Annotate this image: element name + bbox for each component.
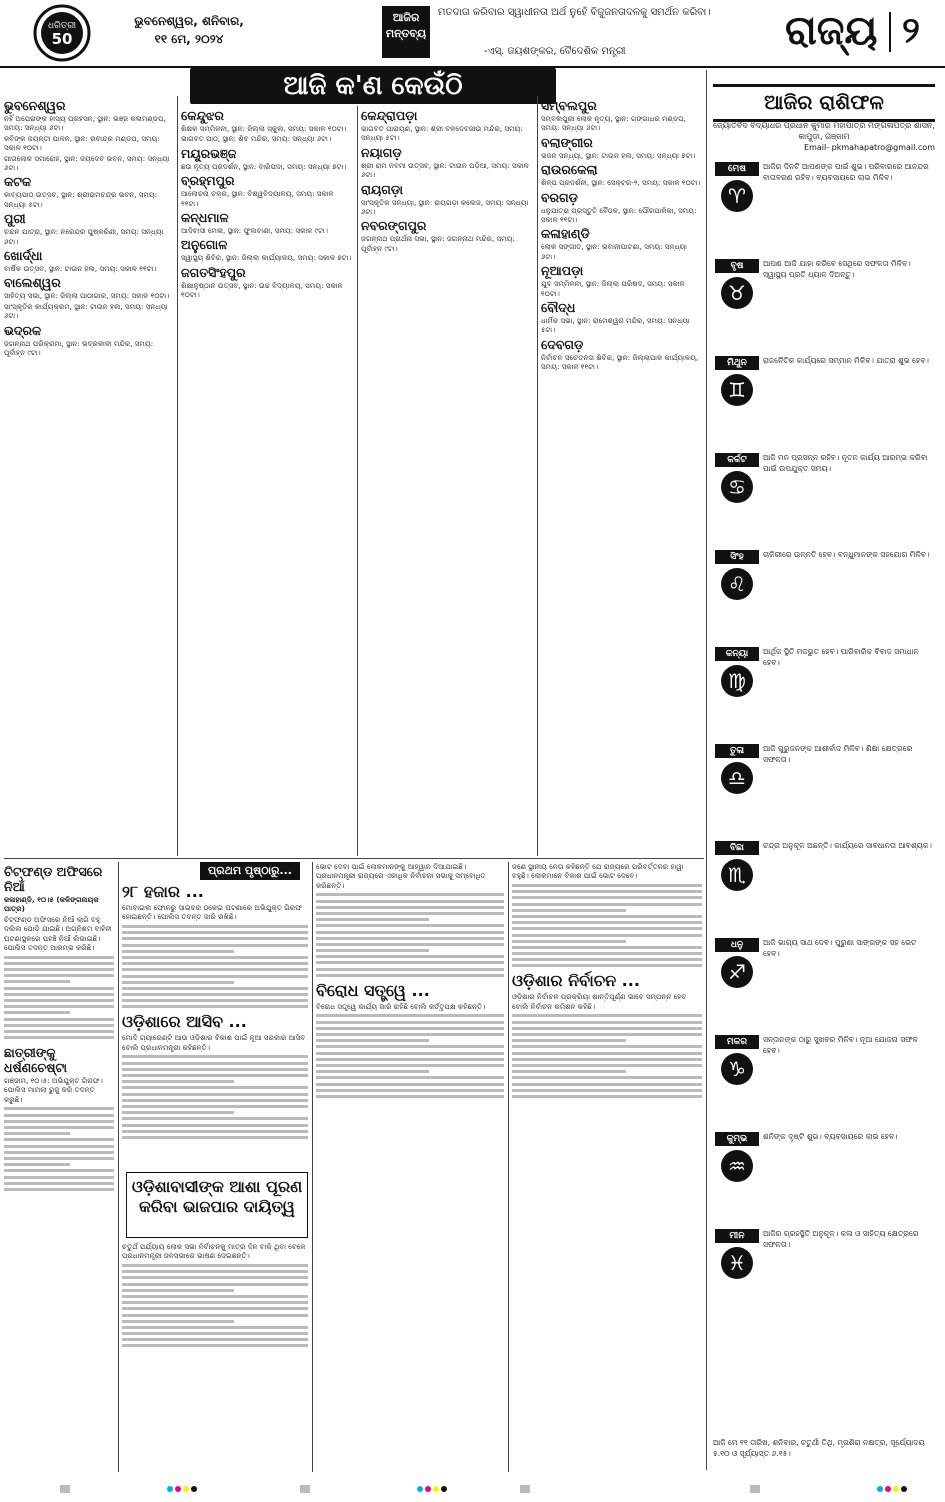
zodiac-sign-icon: ♍	[721, 665, 753, 697]
svg-text:50: 50	[51, 30, 73, 48]
newspaper-logo	[30, 4, 94, 62]
story-body-odisha: ମୋଦି ଗ୍ୟାରେଣ୍ଟି ଆଉ ଓଡ଼ିଶାର ବିକାଶ ପାଇଁ ନୂଆ ସରକାର ଆସିବ ବୋଲି ପ୍ରଧାନମନ୍ତ୍ରୀ କହିଛନ୍ତି।	[122, 1033, 306, 1052]
lower-divider	[4, 858, 704, 859]
zodiac-sign-icon: ♋	[721, 471, 753, 503]
district-heading: ନୟାଗଡ଼	[361, 144, 402, 160]
story-body-2-cont	[4, 1107, 114, 1190]
column-divider	[118, 862, 119, 1472]
events-banner-title: ଆଜି କ'ଣ କେଉଁଠି	[190, 68, 556, 104]
zodiac-sign-name: କୁମ୍ଭ	[715, 1132, 759, 1146]
horoscope-divider	[706, 70, 707, 1470]
zodiac-sign-name: ମକର	[715, 1035, 759, 1049]
events-column-1	[4, 96, 174, 856]
zodiac-prediction: ଆଜି ଭାଗ୍ୟ ସାଥ ଦେବ। ପୁରୁଣା ସାଙ୍ଗଙ୍କ ସହ ଭେଟ ହେବ।	[763, 938, 917, 958]
date-line-1: ଭୁବନେଶ୍ୱର, ଶନିବାର,	[134, 14, 244, 28]
event-item: ଆଲୋଚନା ଚକ୍ର, ସ୍ଥାନ: ବିଶ୍ୱବିଦ୍ୟାଳୟ, ସମୟ: ସକାଳ ୧୧ଟା।	[181, 189, 334, 208]
right2-body: ଓଡ଼ିଶାର ନିର୍ବାଚନ ପ୍ରକ୍ରିୟା ଶାନ୍ତିପୂର୍ଣ୍ଣ ଭାବେ ସମ୍ପନ୍ନ ହେବ ବୋଲି ନିର୍ବାଚନ କମିଶନ କହିଛି।	[512, 992, 687, 1011]
event-item: ଭାଗବତ ପାଠ, ସ୍ଥାନ: ଶିବ ମନ୍ଦିର, ସମୟ: ସନ୍ଧ୍ୟା ୬ଟା।	[181, 134, 332, 144]
story-title-virodh: ବିରୋଧ ସତ୍ତ୍ୱେ ...	[316, 980, 430, 1000]
district-heading: କେନ୍ଦ୍ରାପଡ଼ା	[361, 108, 418, 123]
continued-label: ପ୍ରଥମ ପୃଷ୍ଠାରୁ...	[200, 862, 300, 880]
horoscope-row	[713, 1130, 935, 1225]
zodiac-sign-name: ସିଂହ	[715, 550, 759, 564]
event-item: କାବ୍ୟପାଠ ଉତ୍ସବ, ସ୍ଥାନ: ଶ୍ରୀରାମଚନ୍ଦ୍ର ଭବନ, ସମୟ: ସନ୍ଧ୍ୟା ୫ଟା।	[4, 190, 158, 209]
zodiac-prediction: ଆର୍ଥିକ ସ୍ଥିତି ମଜଭୁତ ହେବ। ପାରିବାରିକ ବିବାଦ ସମାଧାନ ହେବ।	[763, 647, 919, 667]
zodiac-sign-name: ବୃଷ	[715, 259, 759, 273]
event-item: ବାର୍ଷିକ ଉତ୍ସବ, ସ୍ଥାନ: ଟାଉନ ହଲ, ସମୟ: ସକାଳ ୧୧ଟା।	[4, 264, 157, 274]
district-heading: ରାୟଗଡ଼ା	[361, 181, 403, 197]
district-heading: ଖୋର୍ଦ୍ଧା	[4, 248, 43, 264]
events-column-2	[181, 106, 353, 856]
lower-column-4	[512, 862, 702, 1472]
svg-text:ଧରିତ୍ରୀ: ଧରିତ୍ରୀ	[47, 21, 77, 31]
boxed-story-title: ଓଡ଼ିଶାବାସୀଙ୍କ ଆଶା ପୂରଣ କରିବା ଭାଜପାର ଦାୟିତ୍ୱ	[126, 1172, 308, 1238]
masthead-date	[104, 12, 274, 48]
zodiac-prediction: ଚାକିରୀରେ ଉନ୍ନତି ହେବ। ବନ୍ଧୁମାନଙ୍କ ସହଯୋଗ ମିଳିବ।	[763, 550, 930, 559]
events-column-3	[361, 106, 533, 856]
zodiac-sign-icon: ♌	[721, 568, 753, 600]
event-item: ସାଂସ୍କୃତିକ କାର୍ଯ୍ୟକ୍ରମ, ସ୍ଥାନ: ଟାଉନ ହଲ, ସମୟ: ସନ୍ଧ୍ୟା ୬ଟା।	[4, 301, 168, 321]
event-item: ଧାର୍ମିକ ସଭା, ସ୍ଥାନ: ରାମେଶ୍ୱର ମନ୍ଦିର, ସମୟ: ସନ୍ଧ୍ୟା ୫ଟା।	[541, 316, 690, 335]
district-heading: କଟକ	[4, 174, 32, 190]
horoscope-astrologer	[713, 120, 935, 153]
event-item: ଯୁବ ସମ୍ମିଳନୀ, ସ୍ଥାନ: ଜିଲ୍ଲା ପରିଷଦ, ସମୟ: ସକାଳ ୧୦ଟା।	[541, 279, 685, 298]
zodiac-sign-name: କନ୍ୟା	[715, 647, 759, 661]
quote-author: -ଏସ୍. ଜୟଶଙ୍କର, ବୈଦେଶିକ ମନ୍ତ୍ରୀ	[484, 46, 626, 57]
horoscope-row	[713, 257, 935, 352]
horoscope-row	[713, 936, 935, 1031]
column-divider	[177, 96, 178, 856]
district-heading: ମୟୂରଭଞ୍ଜ	[181, 145, 237, 161]
horoscope-row	[713, 160, 935, 255]
horoscope-row	[713, 839, 935, 934]
event-item: ଧନୁଯାତ୍ରା ପ୍ରସ୍ତୁତି ବୈଠକ, ସ୍ଥାନ: ପୌରପାଳିକା, ସମୟ: ସକାଳ ୧୧ଟା।	[541, 205, 697, 225]
zodiac-sign-icon: ♑	[721, 1053, 753, 1085]
zodiac-sign-icon: ♓	[721, 1247, 753, 1279]
boxed-body-cont	[122, 1264, 308, 1347]
district-heading: ଭୁବନେଶ୍ୱର	[4, 98, 66, 113]
zodiac-sign-name: ମିଥୁନ	[715, 356, 759, 370]
district-heading: ନୂଆପଡ଼ା	[541, 263, 584, 279]
district-heading: ରାଉରକେଲା	[541, 162, 598, 178]
story-byline: କଳାହାଣ୍ଡି, ୧୦।୫ (କଳିଙ୍ଗନାୟକ ପାତ୍ର)	[4, 895, 99, 914]
event-item: ଗୀତାଲୋକ ସମାରୋହ, ସ୍ଥାନ: ଜୟଦେବ ଭବନ, ସମୟ: ସନ୍ଧ୍ୟା ୬ଟା।	[4, 153, 170, 173]
event-item: ଶିକ୍ଷାନୁଷ୍ଠାନ ଉତ୍ସବ, ସ୍ଥାନ: ଉଚ୍ଚ ବିଦ୍ୟାଳୟ, ସମୟ: ସକାଳ ୧୦ଟା।	[181, 280, 343, 300]
print-registration-bar	[0, 1480, 945, 1498]
story-title-2: ଛାତ୍ରୀଙ୍କୁ ଧର୍ଷଣଚେଷ୍ଟା	[4, 1045, 68, 1076]
astrologer-name: ଜ୍ୟୋତିର୍ବିଦ ବିଦ୍ୟାଧର ପ୍ରଧାନ କୁମାର ମହାପାତ୍ର ମଙ୍ଗଳାପତ୍ର ଶାସନ, କାପୁଡ଼ା, ଗଞ୍ଜାମ	[713, 121, 935, 141]
district-heading: ବଲାଙ୍ଗୀର	[541, 134, 593, 150]
zodiac-prediction: ଶନିଙ୍କ ଦୃଷ୍ଟି ଶୁଭ। ବ୍ୟବସାୟରେ ଲାଭ ହେବ।	[763, 1132, 898, 1141]
quote-label: ଆଜିର ମନ୍ତବ୍ୟ	[382, 6, 430, 58]
event-item: ସାଂସ୍କୃତିକ ସନ୍ଧ୍ୟା, ସ୍ଥାନ: ରାୟଗଡ଼ା କଲେଜ, ସମୟ: ସନ୍ଧ୍ୟା ୬ଟା।	[361, 197, 529, 217]
lower-column-3	[316, 862, 504, 1472]
zodiac-prediction: ଆଜି ଗୁରୁଜନଙ୍କ ଆଶୀର୍ବାଦ ମିଳିବ। ଶିକ୍ଷା କ୍ଷେତ୍ରରେ ସଫଳତା।	[763, 744, 913, 764]
horoscope-row	[713, 354, 935, 449]
boxed-story-body	[122, 1242, 308, 1472]
zodiac-sign-icon: ♒	[721, 1150, 753, 1182]
zodiac-prediction: ଚନ୍ଦ୍ର ଅନୁକୂଳ ଅଛନ୍ତି। କାର୍ଯ୍ୟରେ ସାବଧାନତା ଆବଶ୍ୟକ।	[763, 841, 932, 850]
district-heading: କନ୍ଧମାଳ	[181, 210, 229, 226]
event-item: ଆଦିବାସୀ ମେଳା, ସ୍ଥାନ: ଫୁଲବାଣୀ, ସମୟ: ସକାଳ ୯ଟା।	[181, 226, 329, 236]
column-divider	[508, 862, 509, 1472]
astrologer-email: Email- pkmahapatro@gmail.com	[804, 143, 935, 152]
zodiac-sign-name: ମୀନ	[715, 1229, 759, 1243]
zodiac-sign-name: ବିଛା	[715, 841, 759, 855]
horoscope-row	[713, 548, 935, 643]
event-item: ଭାଗବତ ପାରାୟଣ, ସ୍ଥାନ: ଶ୍ରୀ ବଳଦେବଜୀଉ ମନ୍ଦିର, ସମୟ: ସନ୍ଧ୍ୟା ୫ଟା।	[361, 124, 523, 143]
quote-text: ମତଦାତା କରିବାର ସ୍ୱାଧୀନତା ଅର୍ଥ ନୁହେଁ ବିଜୁଜନତାଦଳକୁ ସମର୍ଥନ କରିବା।	[438, 7, 711, 18]
zodiac-prediction: ରାଜନୈତିକ କାର୍ଯ୍ୟରେ ସମ୍ମାନ ମିଳିବ। ଯାତ୍ରା ଶୁଭ ହେବ।	[763, 356, 929, 365]
center2-body: ବିରୋଧ ସତ୍ତ୍ୱେ କାର୍ଯ୍ୟ ଜାରି ରହିଛି ବୋଲି କର୍ତ୍ତୃପକ୍ଷ କହିଛନ୍ତି।	[316, 1001, 486, 1011]
zodiac-prediction: ସନ୍ତାନଙ୍କ ଠାରୁ ସୁଖବର ମିଳିବ। ନୂଆ ଯୋଜନା ସଫଳ ହେବ।	[763, 1035, 919, 1055]
page-number: ୨	[902, 10, 920, 51]
horoscope-row	[713, 645, 935, 740]
event-item: ସାହିତ୍ୟ ସଭା, ସ୍ଥାନ: ଜିଲ୍ଲା ପାଠାଗାର, ସମୟ: ସକାଳ ୧୦ଟା।	[4, 291, 170, 301]
story-body-28k-cont	[122, 925, 308, 1008]
zodiac-prediction: ଆପଣ ଆଜି ଯାହା କରିବେ ସେଥିରେ ସଫଳତା ମିଳିବ। ସ୍ୱାସ୍ଥ୍ୟ ପ୍ରତି ଧ୍ୟାନ ଦିଅନ୍ତୁ।	[763, 259, 911, 279]
section-divider	[889, 12, 891, 52]
right-body: ଜଣେ ସ୍ଥାନୀୟ ନେତା କହିଛନ୍ତି ଯେ ରାଜ୍ୟରେ ପରିବର୍ତ୍ତନର ହାୱା ବହୁଛି। ଲୋକମାନେ ବିକାଶ ପାଇଁ ଭୋଟ ଦେବେ।	[512, 862, 684, 881]
lower-column-1	[4, 862, 114, 1472]
event-item: ସମ୍ବଲପୁରୀ ଲୋକ ନୃତ୍ୟ, ସ୍ଥାନ: ଗଙ୍ଗାଧର ମଣ୍ଡପ, ସମୟ: ସନ୍ଧ୍ୟା ୬ଟା।	[541, 114, 686, 133]
section-title: ରାଜ୍ୟ	[785, 8, 878, 54]
district-heading: କଳାହାଣ୍ଡି	[541, 226, 590, 242]
lower-column-2	[122, 880, 308, 1170]
zodiac-sign-icon: ♊	[721, 374, 753, 406]
zodiac-sign-icon: ♈	[721, 180, 753, 212]
event-item: କବିଙ୍କ ଜୟନ୍ତୀ ପାଳନ, ସ୍ଥାନ: ରବୀନ୍ଦ୍ର ମଣ୍ଡପ, ସମୟ: ସକାଳ ୧୦ଟା।	[4, 133, 160, 153]
zodiac-sign-name: ତୁଳା	[715, 744, 759, 758]
district-heading: ସମ୍ବଲପୁର	[541, 98, 597, 113]
zodiac-sign-icon: ♐	[721, 956, 753, 988]
boxed-body: ଚତୁର୍ଥ ପର୍ଯ୍ୟାୟ ଲୋକ ସଭା ନିର୍ବାଚନକୁ ମାତ୍ର ଦିନ ବାକି ଥିବା ବେଳେ ପ୍ରଧାନମନ୍ତ୍ରୀ ଜନସଭାରେ ଭାଷଣ ଦେଇଛନ୍ତି।	[122, 1242, 306, 1261]
zodiac-prediction: ଆଜିର ଦିନଟି ଆପଣଙ୍କ ପାଇଁ ଶୁଭ। ପରିବାରରେ ଆନନ୍ଦର ବାତାବରଣ ରହିବ। ବ୍ୟବସାୟରେ ଲାଭ ମିଳିବ।	[763, 162, 929, 182]
event-item: ଶିଳ୍ପ ପ୍ରଦର୍ଶନୀ, ସ୍ଥାନ: ସେକ୍ଟର-୨, ସମୟ: ସକାଳ ୧୦ଟା।	[541, 178, 701, 188]
event-item: ଭଜନ ସନ୍ଧ୍ୟା, ସ୍ଥାନ: ଟାଉନ ହଲ, ସମୟ: ସନ୍ଧ୍ୟା ୭ଟା।	[541, 150, 696, 160]
column-divider	[312, 862, 313, 1472]
story-body-28k: ମୋବାଇଲ ଫୋନରୁ ସାଇବର ଠକେଇ ଘଟଣାରେ ଅଭିଯୁକ୍ତ ଗିରଫ ହୋଇଛନ୍ତି। ପୋଲିସ ତଦନ୍ତ ଜାରି ରଖିଛି।	[122, 903, 303, 922]
column-divider	[537, 96, 538, 856]
story-body: ଚିଟ୍‌ଫଣ୍ଡ ଅଫିସରେ ନିଆଁ ଲାଗି ବହୁ ଦଲିଲ ପୋଡ଼ି ଯାଇଛି। ଅଗ୍ନିଶମ ବାହିନୀ ଘଟଣାସ୍ଥଳରେ ପହଞ୍ଚି ନିଆଁ ଲିଭାଇଛି। ପୋଲିସ ତଦନ୍ତ ଆରମ୍ଭ କରିଛି।	[4, 914, 112, 953]
registration-marks-icon	[0, 1480, 945, 1498]
zodiac-sign-icon: ♏	[721, 859, 753, 891]
center-body-cont	[316, 893, 504, 976]
logo-emblem-icon	[30, 4, 94, 62]
horoscope-row	[713, 451, 935, 546]
story-body-odisha-cont	[122, 1055, 308, 1138]
district-heading: ଭଦ୍ରକ	[4, 322, 42, 338]
district-heading: ବ୍ରହ୍ମପୁର	[181, 173, 235, 189]
zodiac-sign-icon: ♉	[721, 277, 753, 309]
column-divider	[357, 106, 358, 856]
story-title-28k: ୨୮ ହଜାର ...	[122, 882, 204, 901]
zodiac-sign-name: ମେଷ	[715, 162, 759, 176]
events-column-4	[541, 96, 701, 856]
district-heading: ବାଲେଶ୍ୱର	[4, 275, 61, 291]
story-body-2: ଗଞ୍ଜାମ, ୧୦।୫: ଅଭିଯୁକ୍ତ ଗିରଫ। ପୋଲିସ ମାମଲା ରୁଜୁ କରି ତଦନ୍ତ କରୁଛି।	[4, 1076, 103, 1104]
horoscope-row	[713, 1033, 935, 1128]
event-item: ଶ୍ରୀ ରାମ ନବମୀ ଉତ୍ସବ, ସ୍ଥାନ: ଟାଉନ ପଡ଼ିଆ, ସମୟ: ସକାଳ ୬ଟା।	[361, 160, 529, 180]
district-heading: ପୁରୀ	[4, 211, 26, 227]
right-body-cont	[512, 884, 702, 967]
event-item: ଚନ୍ଦନ ଯାତ୍ରା, ସ୍ଥାନ: ନରେନ୍ଦ୍ର ପୁଷ୍କରିଣୀ, ସମୟ: ସନ୍ଧ୍ୟା ୬ଟା।	[4, 227, 164, 246]
zodiac-prediction: ଆଜିର ଗ୍ରହସ୍ଥିତି ଅନୁକୂଳ। କଳା ଓ ସାହିତ୍ୟ କ୍ଷେତ୍ରରେ ସଫଳତା।	[763, 1229, 919, 1249]
horoscope-row	[713, 1227, 935, 1322]
district-heading: ନବରଙ୍ଗପୁର	[361, 218, 427, 234]
zodiac-sign-name: ଧନୁ	[715, 938, 759, 952]
event-item: ଛଉ ନୃତ୍ୟ ପ୍ରଦର୍ଶନ, ସ୍ଥାନ: ବାରିପଦା, ସମୟ: ସନ୍ଧ୍ୟା ୭ଟା।	[181, 161, 347, 171]
zodiac-sign-name: କର୍କଟ	[715, 453, 759, 467]
district-heading: ଅନୁଗୋଳ	[181, 237, 228, 253]
district-heading: ଦେବଗଡ଼	[541, 336, 584, 352]
event-item: ନିର୍ବାଚନ ସଚେତନତା ଶିବିର, ସ୍ଥାନ: ଜିଲ୍ଲାପାଳ କାର୍ଯ୍ୟାଳୟ, ସମୟ: ସକାଳ ୧୧ଟା।	[541, 352, 699, 372]
story-body-cont	[4, 956, 114, 1039]
story-title-odisha: ଓଡ଼ିଶାରେ ଆସିବ ...	[122, 1012, 247, 1032]
event-item: ଜଗନ୍ନାଥ ପ୍ରାର୍ଥନା ସଭା, ସ୍ଥାନ: ଜଗନ୍ନାଥ ମନ୍ଦିର, ସମୟ: ପୂର୍ବାହ୍ନ ୯ଟା।	[361, 234, 515, 253]
horoscope-row	[713, 742, 935, 837]
event-item: ସ୍ୱାସ୍ଥ୍ୟ ଶିବିର, ସ୍ଥାନ: ଜିଲ୍ଲା କାର୍ଯ୍ୟାଳୟ, ସମୟ: ସକାଳ ୭ଟା।	[181, 253, 352, 263]
event-item: ନହିଁ ଅପେରାଙ୍କ ହାସ୍ୟ ପ୍ରହସନ, ସ୍ଥାନ: ଭଞ୍ଜ କଳାମଣ୍ଡପ, ସମୟ: ସନ୍ଧ୍ୟା ୬ଟା।	[4, 114, 166, 133]
center2-body-cont	[316, 1014, 504, 1097]
district-heading: ବରଗଡ଼	[541, 189, 578, 205]
event-item: ଶିକ୍ଷକ ସମ୍ମିଳନୀ, ସ୍ଥାନ: ଜିଲ୍ଲା ସ୍କୁଲ, ସମୟ: ସକାଳ ୧୦ଟା।	[181, 124, 347, 133]
panchang-footer: ଆଜି ମେ ୧୧ ତାରିଖ, ଶନିବାର, ଚତୁର୍ଥୀ ତିଥି, ମୃଗଶିରା ନକ୍ଷତ୍ର, ସୂର୍ଯ୍ୟୋଦୟ ୫.୧୦ ଓ ସୂର୍ଯ୍ୟାସ୍ତ ୬.୧୫।	[713, 1438, 925, 1458]
masthead	[0, 0, 945, 68]
date-line-2: ୧୧ ମେ, ୨୦୨୪	[154, 32, 224, 46]
event-item: ଜଗନ୍ନାଥ ପରିକ୍ରମା, ସ୍ଥାନ: ଭଦ୍ରକାଳୀ ମନ୍ଦିର, ସମୟ: ପୂର୍ବାହ୍ନ ୯ଟା।	[4, 338, 154, 358]
story-title-election: ଓଡ଼ିଶାର ନିର୍ବାଚନ ...	[512, 971, 640, 991]
event-item: ଲୋକ ସଙ୍ଗୀତ, ସ୍ଥାନ: ଭବାନୀପାଟଣା, ସମୟ: ସନ୍ଧ୍ୟା ୬ଟା।	[541, 242, 688, 261]
zodiac-sign-icon: ♎	[721, 762, 753, 794]
zodiac-prediction: ଆଜି ମନ ପ୍ରସନ୍ନ ରହିବ। ନୂତନ କାର୍ଯ୍ୟ ଆରମ୍ଭ କରିବା ପାଇଁ ଉପଯୁକ୍ତ ସମୟ।	[763, 453, 928, 473]
district-heading: ଜଗତସିଂହପୁର	[181, 264, 246, 280]
story-title: ଚିଟ୍‌ଫଣ୍ଡ ଅଫିସରେ ନିଆଁ	[4, 864, 103, 894]
right2-body-cont	[512, 1014, 702, 1097]
horoscope-title: ଆଜିର ରାଶିଫଳ	[713, 84, 935, 122]
center-body: ଭୋଟ ଦେବା ପାଇଁ ଲୋକମାନଙ୍କୁ ଆହ୍ୱାନ ଦିଆଯାଇଛି। ପ୍ରଧାନମନ୍ତ୍ରୀ ରାଜ୍ୟରେ ଏକାଧିକ ନିର୍ବାଚନୀ ସଭାକୁ ସମ୍ବୋଧିତ କରିଛନ୍ତି।	[316, 862, 486, 890]
district-heading: କେନ୍ଦୁଝର	[181, 108, 224, 123]
district-heading: ବୌଦ୍ଧ	[541, 300, 576, 316]
